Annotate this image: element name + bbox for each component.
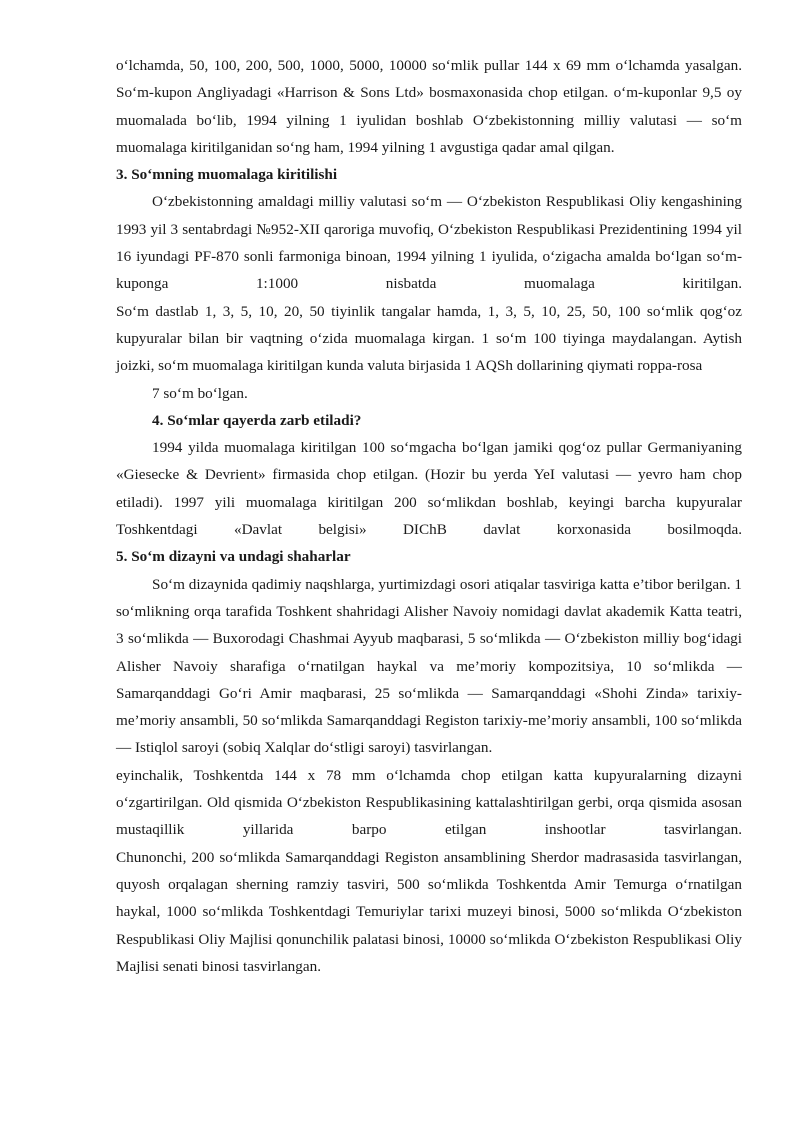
section-heading-3: 3. Soʻmning muomalaga kiritilishi — [116, 166, 338, 184]
paragraph-new-design: eyinchalik, Toshkentda 144 x 78 mm oʻlchamda chop etilgan katta kupyuralarning dizayni oʻzgartirilgan. Old qismida Oʻzbekiston Respublikasining kattalashtirilgan gerbi, orqa qismida asosan mustaqillik yillarida barpo etilgan inshootlar tasvirlangan. — [116, 766, 742, 839]
paragraph-kupon-sizes: oʻlchamda, 50, 100, 200, 500, 1000, 5000, 10000 soʻmlik pullar 144 x 69 mm oʻlchamda yasalgan. Soʻm-kupon Angliyadagi «Harrison & Sons Ltd» bosmaxonasida chop etilgan. oʻm-kuponlar 9,5 oy muomalada boʻlib, 1994 yilning 1 iyulidan boshlab Oʻzbekistonning milliy valutasi — soʻm muomalaga kiritilganidan soʻng ham, 1994 yilning 1 avgustiga qadar amal qilgan. — [116, 57, 742, 156]
paragraph-large-notes: Chunonchi, 200 soʻmlikda Samarqanddagi Registon ansamblining Sherdor madrasasida tasvirlangan, quyosh orqalagan sherning ramziy tasviri, 500 soʻmlikda Toshkentda Amir Temurga oʻrnatilgan haykal, 1000 soʻmlikda Toshkentdagi Temuriylar tarixi muzeyi binosi, 5000 soʻmlikda Oʻzbekiston Respublikasi Oliy Majlisi qonunchilik palatasi binosi, 10000 soʻmlikda Oʻzbekiston Respublikasi Oliy Majlisi senati binosi tasvirlangan. — [116, 848, 742, 975]
paragraph-exchange-rate: 7 soʻm boʻlgan. — [152, 384, 248, 402]
paragraph-coins-and-notes: Soʻm dastlab 1, 3, 5, 10, 20, 50 tiyinlik tangalar hamda, 1, 3, 5, 10, 25, 50, 100 soʻmlik qogʻoz kupyuralar bilan bir vaqtning oʻzida muomalaga kirgan. 1 soʻm 100 tiyinga maydalangan. Aytish joizki, soʻm muomalaga kiritilgan kunda valuta birjasida 1 AQSh dollarining qiymati roppa-rosa — [116, 302, 742, 375]
document-page — [116, 52, 742, 980]
paragraph-som-design: Soʻm dizaynida qadimiy naqshlarga, yurtimizdagi osori atiqalar tasviriga katta e’tibor berilgan. 1 soʻmlikning orqa tarafida Toshkent shahridagi Alisher Navoiy nomidagi davlat akademik Katta teatri, 3 soʻmlikda — Buxorodagi Chashmai Ayyub maqbarasi, 5 soʻmlikda — Oʻzbekiston milliy bogʻidagi Alisher Navoiy sharafiga oʻrnatilgan haykal va me’moriy kompozitsiya, 10 soʻmlikda — Samarqanddagi Goʻri Amir maqbarasi, 25 soʻmlikda — Samarqanddagi «Shohi Zinda» tarixiy-me’moriy ansambli, 50 soʻmlikda Samarqanddagi Registon tarixiy-me’moriy ansambli, 100 soʻmlikda — Istiqlol saroyi (sobiq Xalqlar doʻstligi saroyi) tasvirlangan. — [116, 575, 742, 757]
section-heading-5: 5. Soʻm dizayni va undagi shaharlar — [116, 548, 351, 566]
section-heading-4: 4. Soʻmlar qayerda zarb etiladi? — [152, 411, 362, 429]
paragraph-som-introduction: Oʻzbekistonning amaldagi milliy valutasi soʻm — Oʻzbekiston Respublikasi Oliy kengashining 1993 yil 3 sentabrdagi №952-XII qaroriga muvofiq, Oʻzbekiston Respublikasi Prezidentining 1994 yil 16 iyundagi PF-870 sonli farmoniga binoan, 1994 yilning 1 iyulida, oʻzigacha amalda boʻlgan soʻm-kuponga 1:1000 nisbatda muomalaga kiritilgan. — [116, 193, 742, 293]
paragraph-printing-location: 1994 yilda muomalaga kiritilgan 100 soʻmgacha boʻlgan jamiki qogʻoz pullar Germaniyaning «Giesecke & Devrient» firmasida chop etilgan. (Hozir bu yerda YeI valutasi — yevro ham chop etiladi). 1997 yili muomalaga kiritilgan 200 soʻmlikdan boshlab, keyingi barcha kupyuralar Toshkentdagi «Davlat belgisi» DIChB davlat korxonasida bosilmoqda. — [116, 439, 742, 539]
